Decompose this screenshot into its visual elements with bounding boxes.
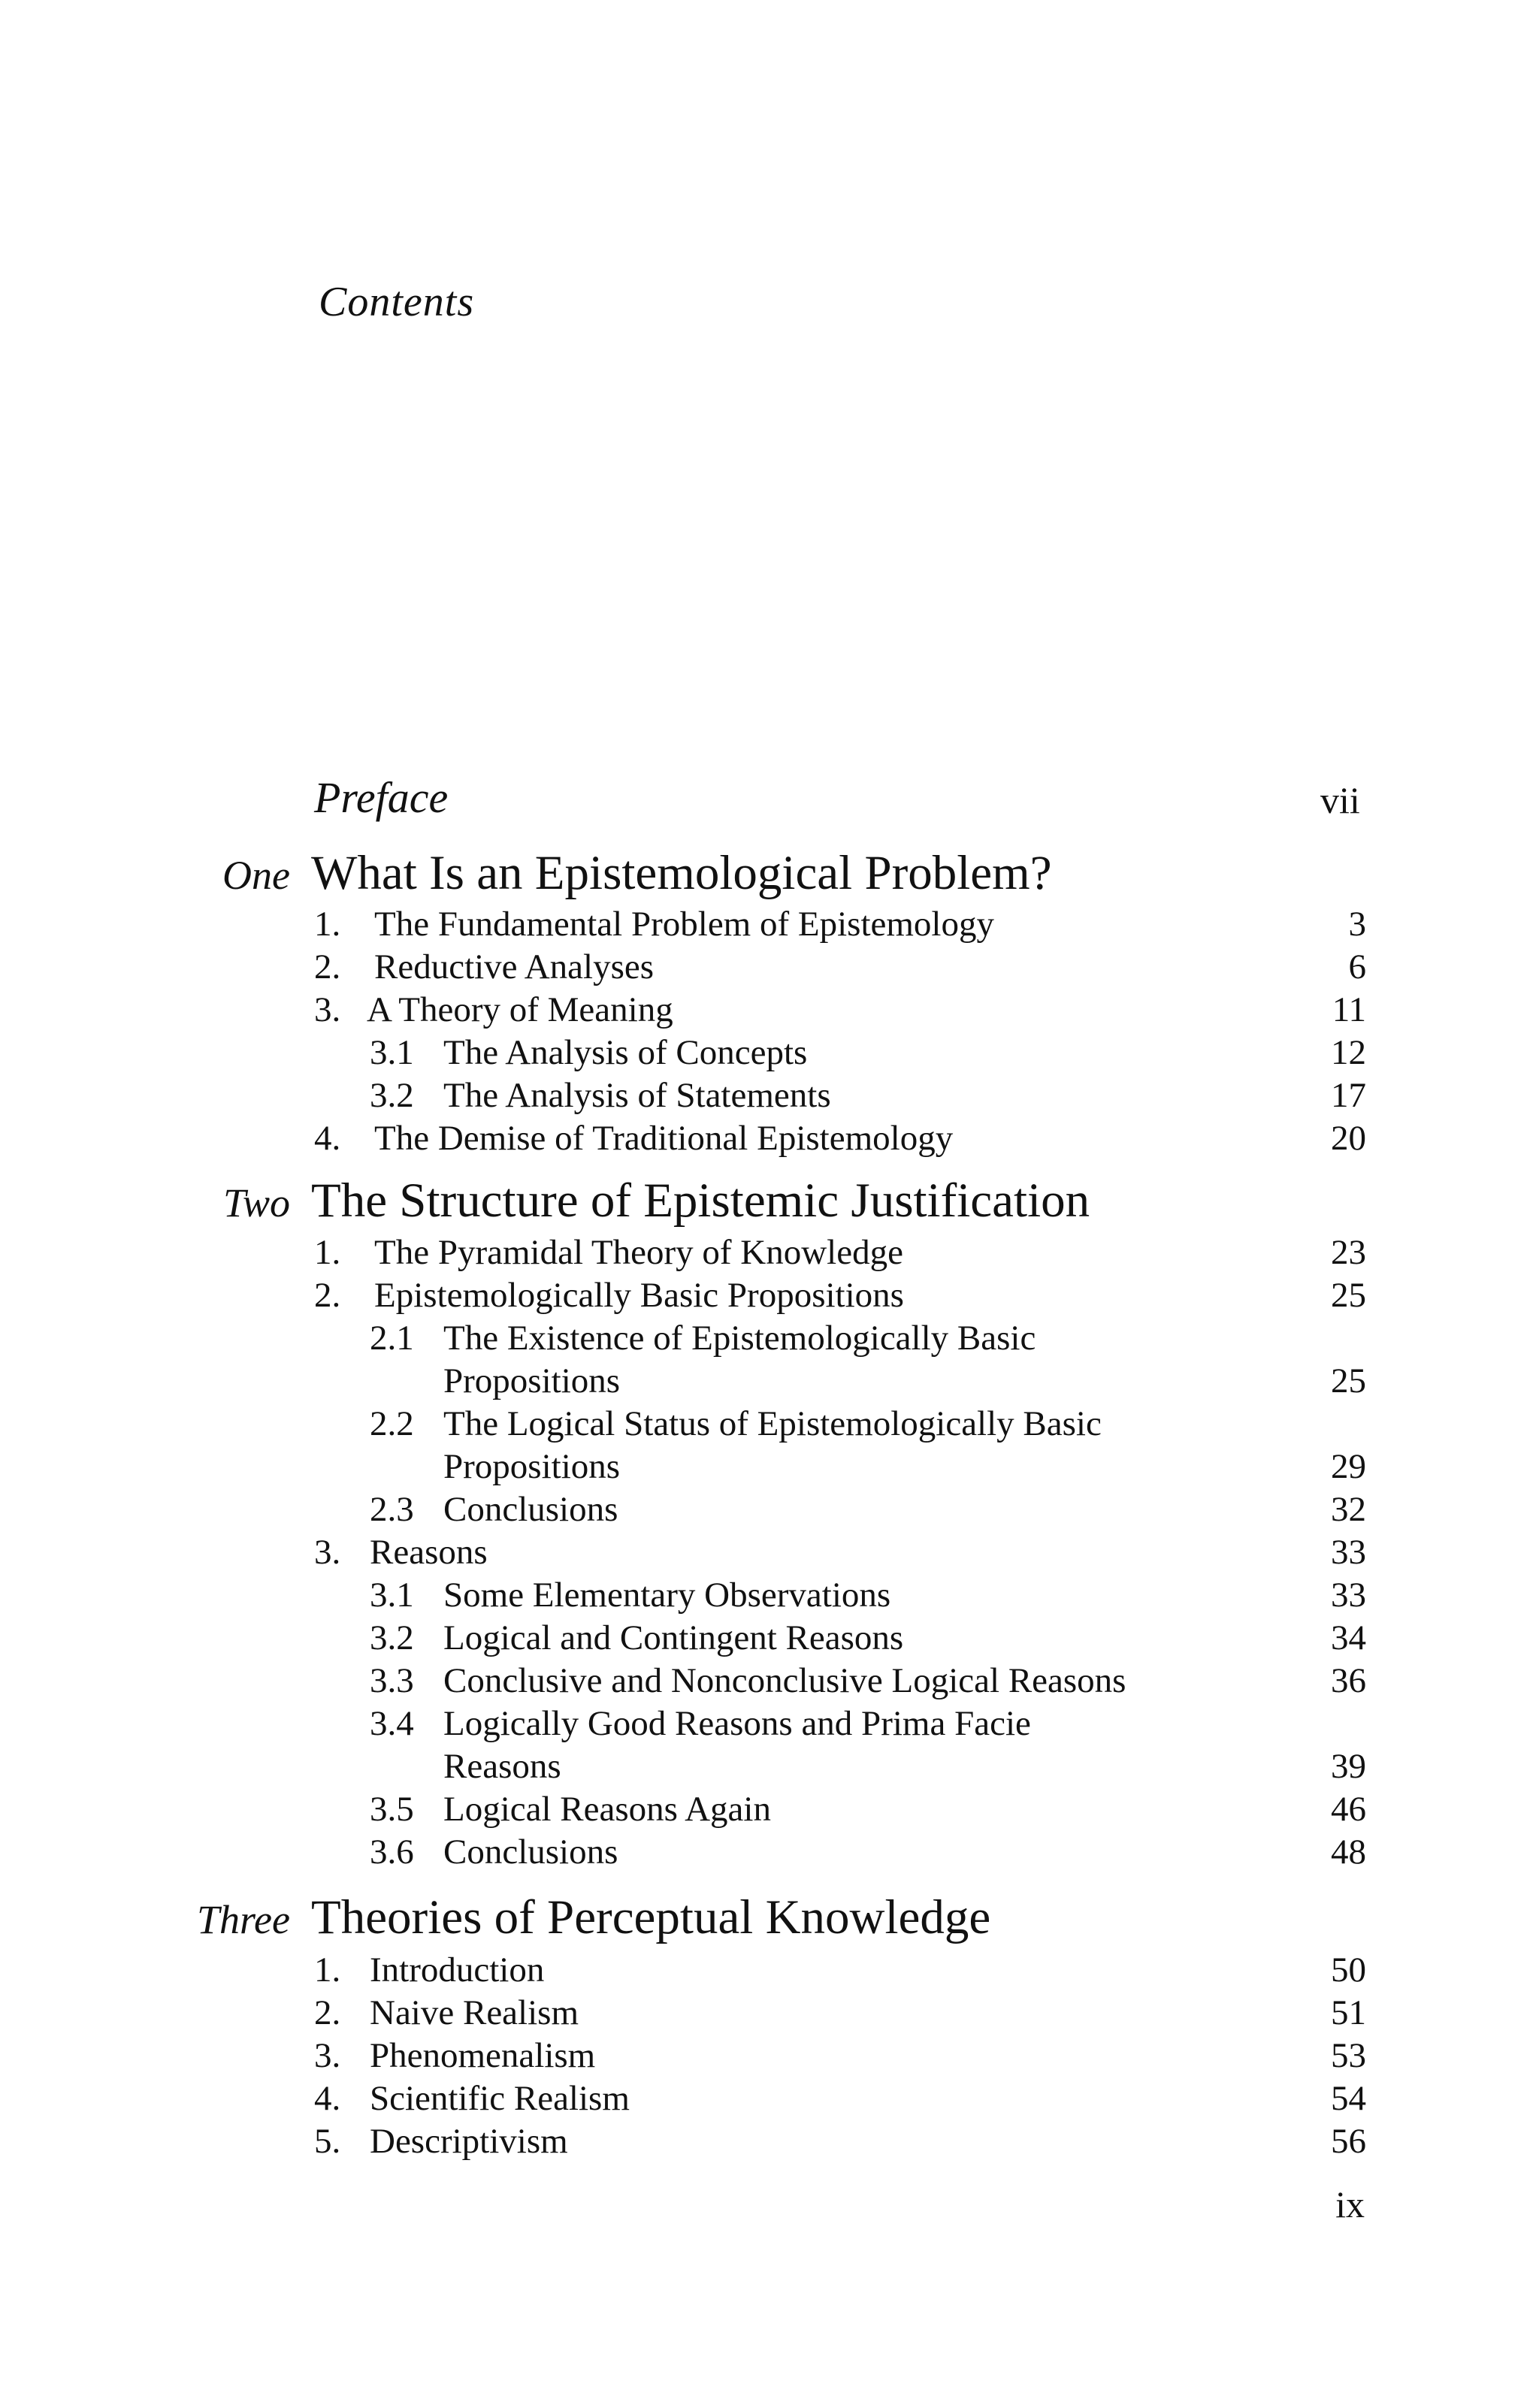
entry-title-continuation: Propositions: [443, 1361, 621, 1400]
part-title: Theories of Perceptual Knowledge: [311, 1890, 991, 1944]
entry-number: 1.: [314, 905, 341, 944]
entry-page-number: 34: [1331, 1618, 1366, 1657]
page-folio: ix: [1335, 2183, 1365, 2225]
entry-title: Phenomenalism: [370, 2036, 596, 2075]
entry-page-number: 12: [1331, 1033, 1366, 1072]
entry-title-continuation: Propositions: [443, 1447, 621, 1486]
subentry-number: 2.2: [370, 1404, 414, 1443]
entry-page-number: 25: [1331, 1361, 1366, 1400]
entry-title: The Analysis of Statements: [443, 1076, 831, 1115]
entry-number: 3.: [314, 1533, 341, 1572]
entry-page-number: 17: [1331, 1076, 1366, 1115]
part-number: Three: [197, 1897, 290, 1942]
entry-number: 3.: [314, 2036, 341, 2075]
entry-page-number: 11: [1332, 990, 1366, 1029]
entry-page-number: 25: [1331, 1276, 1366, 1315]
entry-number: 5.: [314, 2122, 341, 2161]
entry-number: 4.: [314, 1119, 341, 1158]
subentry-number: 3.4: [370, 1704, 414, 1743]
entry-page-number: 23: [1331, 1233, 1366, 1272]
subentry-number: 3.5: [370, 1790, 414, 1829]
entry-number: 4.: [314, 2079, 341, 2118]
entry-number: 2.: [314, 1276, 341, 1315]
part-number: One: [222, 853, 290, 898]
entry-number: 3.: [314, 990, 341, 1029]
part-title: The Structure of Epistemic Justification: [311, 1174, 1090, 1228]
subentry-number: 2.1: [370, 1319, 414, 1358]
entry-title: The Existence of Epistemologically Basic: [443, 1319, 1036, 1358]
entry-title: The Logical Status of Epistemologically Basic: [443, 1404, 1102, 1443]
entry-title: Epistemologically Basic Propositions: [374, 1276, 904, 1315]
entry-page-number: 32: [1331, 1490, 1366, 1529]
entry-title: Logical Reasons Again: [443, 1790, 771, 1829]
subentry-number: 3.1: [370, 1576, 414, 1615]
entry-page-number: 56: [1331, 2122, 1366, 2161]
preface-label: Preface: [314, 773, 449, 822]
entry-page-number: 50: [1331, 1950, 1366, 1990]
part-number: Two: [222, 1180, 290, 1225]
entry-number: 2.: [314, 947, 341, 986]
entry-title: A Theory of Meaning: [367, 990, 673, 1029]
entry-title: The Demise of Traditional Epistemology: [374, 1119, 954, 1158]
entry-title: Descriptivism: [370, 2122, 568, 2161]
page-title: Contents: [319, 279, 475, 325]
entry-number: 1.: [314, 1233, 341, 1272]
part-title: What Is an Epistemological Problem?: [311, 846, 1052, 900]
entry-page-number: 53: [1331, 2036, 1366, 2075]
entry-page-number: 48: [1331, 1832, 1366, 1872]
entry-title: Scientific Realism: [370, 2079, 630, 2118]
entry-page-number: 33: [1331, 1576, 1366, 1615]
entry-page-number: 20: [1331, 1119, 1366, 1158]
entry-title: Reductive Analyses: [374, 947, 655, 986]
entry-title: Introduction: [370, 1950, 545, 1990]
entry-title: Reasons: [370, 1533, 488, 1572]
subentry-number: 3.6: [370, 1832, 414, 1872]
subentry-number: 2.3: [370, 1490, 414, 1529]
entry-title: The Fundamental Problem of Epistemology: [374, 905, 994, 944]
entry-title: Logically Good Reasons and Prima Facie: [443, 1704, 1031, 1743]
subentry-number: 3.3: [370, 1661, 414, 1700]
preface-page-number: vii: [1320, 779, 1360, 821]
entry-page-number: 51: [1331, 1993, 1366, 2032]
entry-title: Conclusive and Nonconclusive Logical Reasons: [443, 1661, 1126, 1700]
entry-title: The Analysis of Concepts: [443, 1033, 808, 1072]
subentry-number: 3.2: [370, 1076, 414, 1115]
entry-number: 1.: [314, 1950, 341, 1990]
entry-page-number: 6: [1348, 947, 1366, 986]
entry-page-number: 3: [1348, 905, 1366, 944]
subentry-number: 3.1: [370, 1033, 414, 1072]
entry-title: Some Elementary Observations: [443, 1576, 891, 1615]
entry-title: The Pyramidal Theory of Knowledge: [374, 1233, 903, 1272]
entry-title: Logical and Contingent Reasons: [443, 1618, 904, 1657]
entry-page-number: 36: [1331, 1661, 1366, 1700]
entry-page-number: 39: [1331, 1747, 1366, 1786]
subentry-number: 3.2: [370, 1618, 414, 1657]
entry-page-number: 46: [1331, 1790, 1366, 1829]
entry-title-continuation: Reasons: [443, 1747, 561, 1786]
entry-page-number: 54: [1331, 2079, 1366, 2118]
entry-page-number: 33: [1331, 1533, 1366, 1572]
entry-number: 2.: [314, 1993, 341, 2032]
entry-title: Naive Realism: [370, 1993, 579, 2032]
entry-title: Conclusions: [443, 1832, 618, 1872]
entry-page-number: 29: [1331, 1447, 1366, 1486]
entry-title: Conclusions: [443, 1490, 618, 1529]
